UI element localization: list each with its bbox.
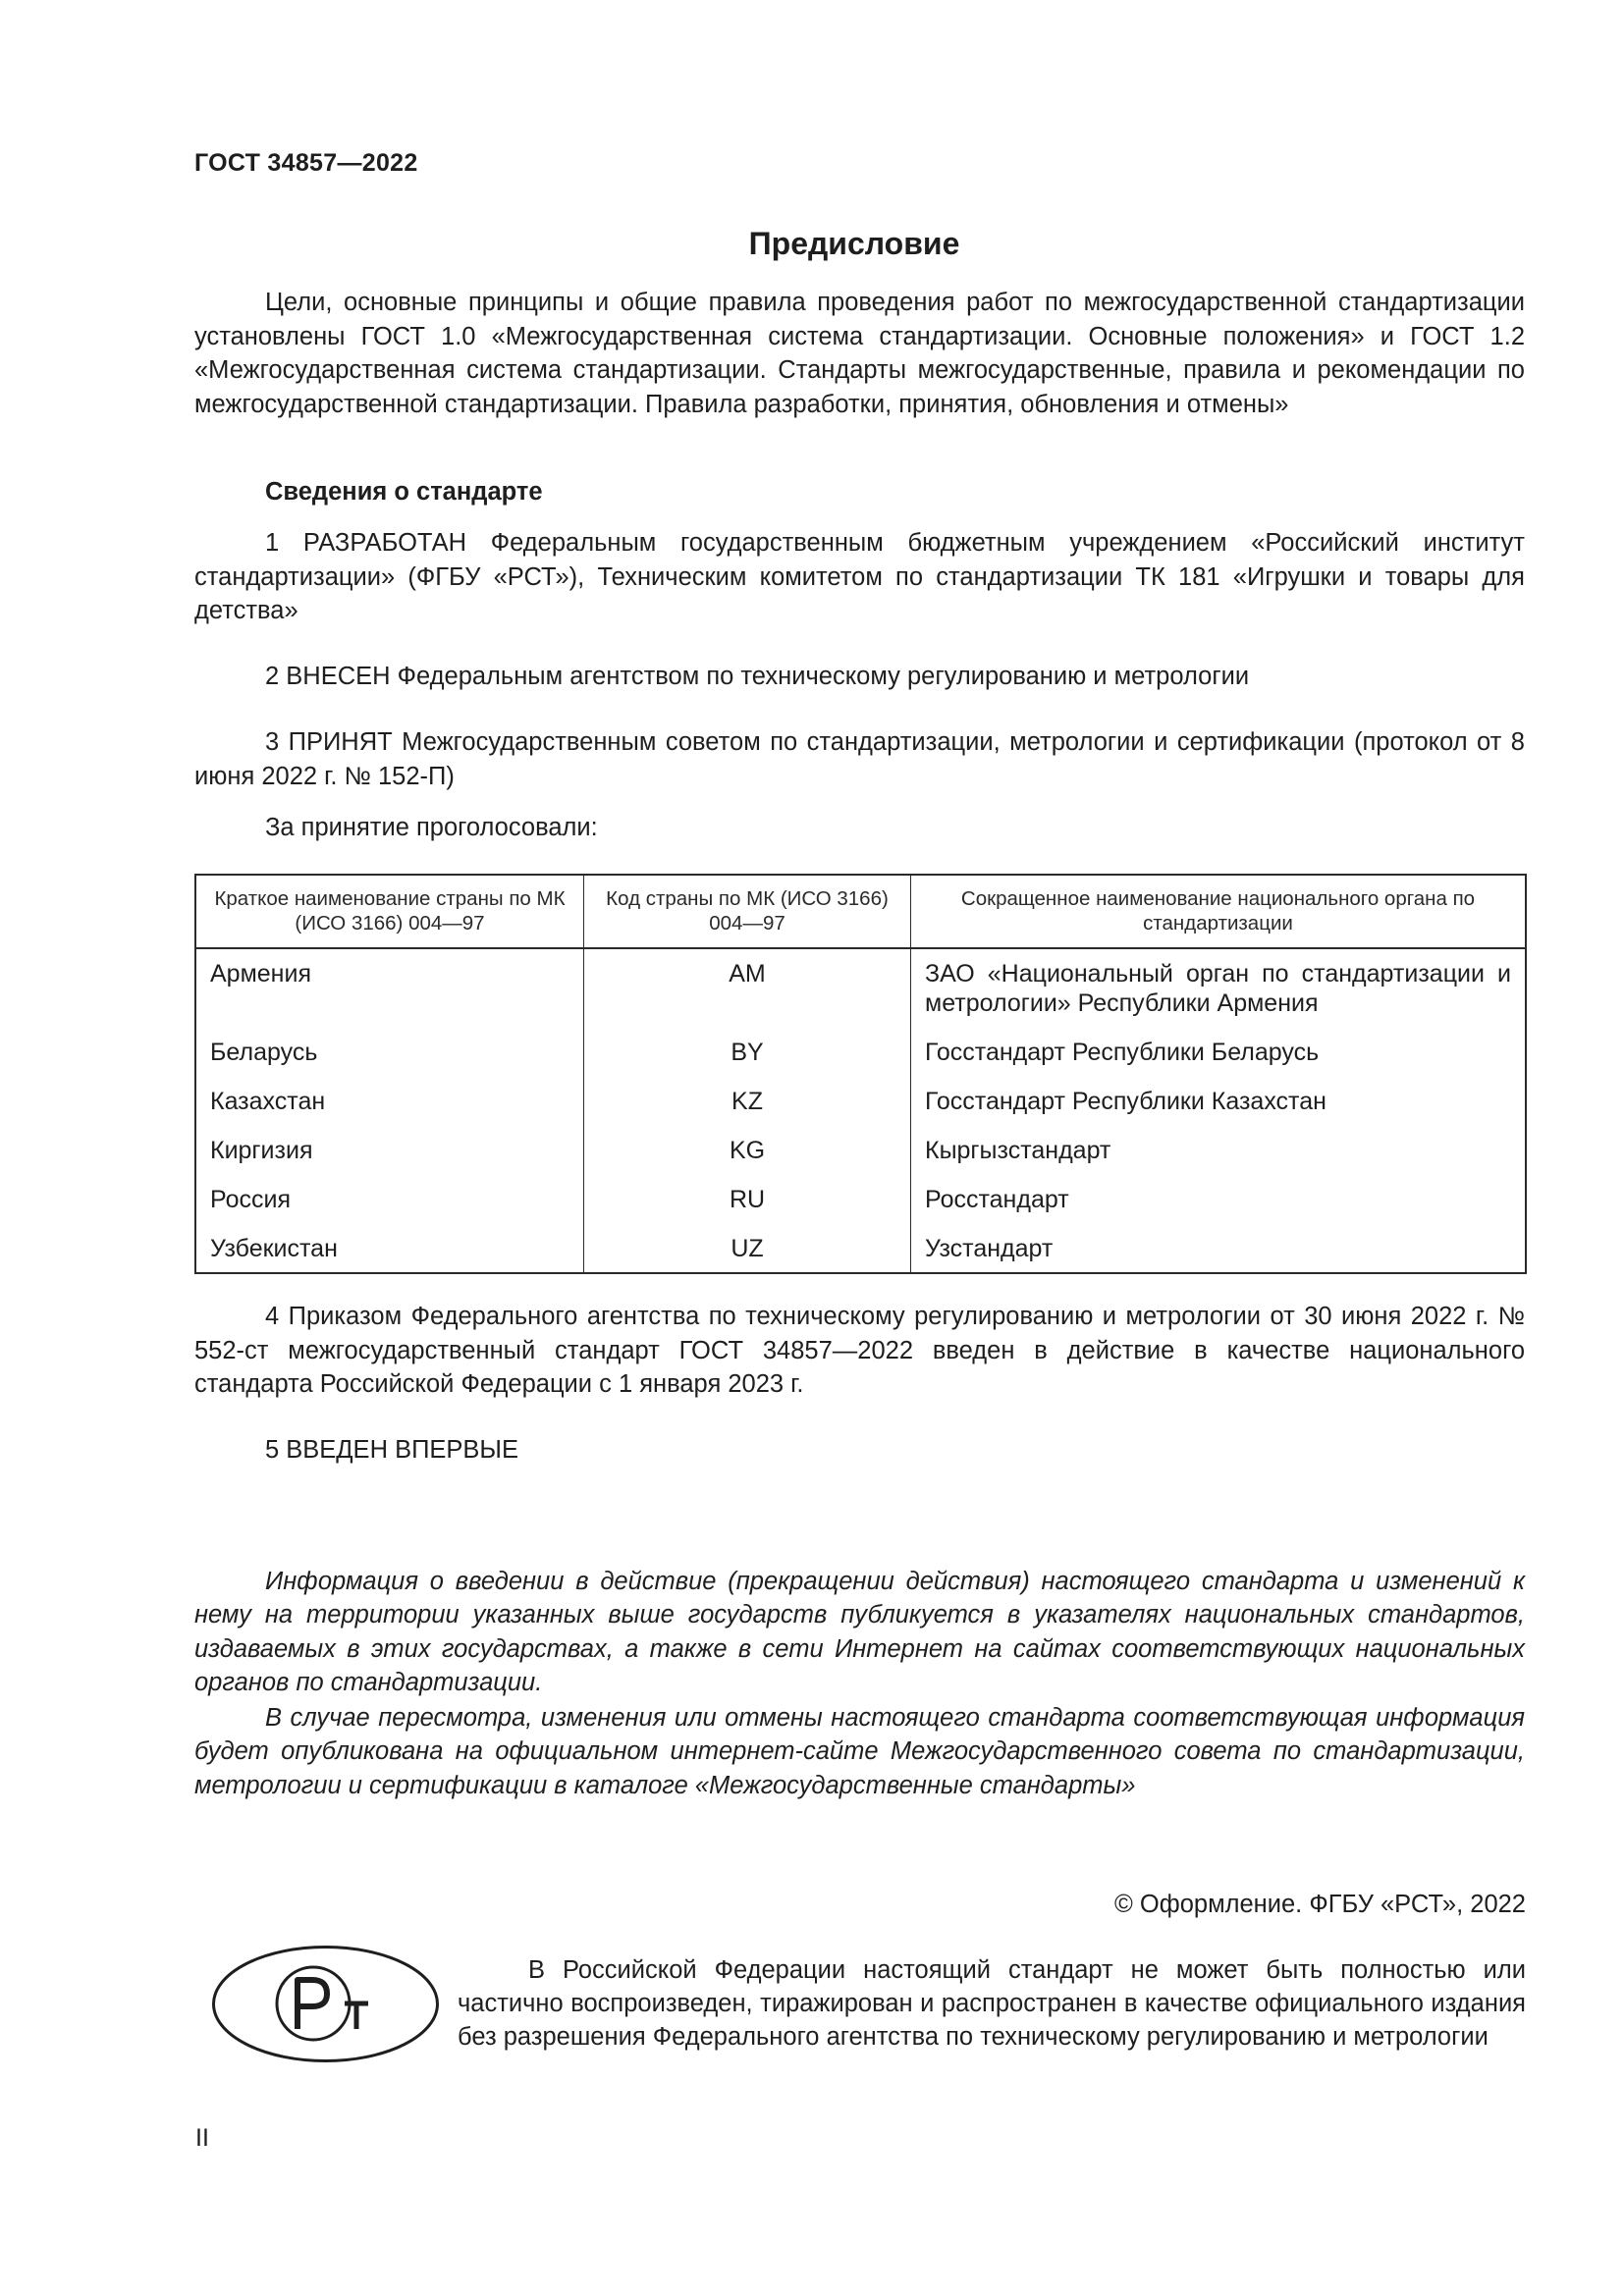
voting-countries-table xyxy=(194,874,1527,1274)
table-header-row xyxy=(195,875,1526,948)
reproduction-rights-notice: В Российской Федерации настоящий стандарт не может быть полностью или частично воспроизведен, тиражирован и распространен в качестве официального издания без разрешения Федерального агентства по техническому регулированию и метрологии xyxy=(458,1956,1526,2051)
page-title: Предисловие xyxy=(748,226,960,261)
rst-logo-icon xyxy=(211,1945,440,2063)
header-national-body: Сокращенное наименование национального органа по стандартизации xyxy=(911,875,1527,948)
cell-code: KZ xyxy=(584,1082,911,1131)
page-number: II xyxy=(195,2124,209,2152)
cell-national-body: Госстандарт Республики Беларусь xyxy=(925,1039,1320,1066)
info-heading: Сведения о стандарте xyxy=(265,478,543,506)
document-code-header: ГОСТ 34857—2022 xyxy=(194,149,418,177)
table-row xyxy=(195,1180,1526,1229)
voted-label: За принятие проголосовали: xyxy=(265,814,598,841)
intro-paragraph: Цели, основные принципы и общие правила проведения работ по межгосударственной стандартизации установлены ГОСТ 1.0 «Межгосударственная система стандартизации. Основные положения» и ГОСТ 1.2 «Межгосударственная система стандартизации. Стандарты межгосударственные, правила и рекомендации по межгосударственной стандартизации. Правила разработки, принятия, обновления и отмены» xyxy=(194,289,1525,418)
cell-code: RU xyxy=(584,1180,911,1229)
table-row xyxy=(195,1082,1526,1131)
item-2-submitted: 2 ВНЕСЕН Федеральным агентством по техническому регулированию и метрологии xyxy=(265,663,1250,690)
item-3-adopted: 3 ПРИНЯТ Межгосударственным советом по стандартизации, метрологии и сертификации (протокол от 8 июня 2022 г. № 152-П) xyxy=(194,728,1525,790)
cell-country: Беларусь xyxy=(195,1033,584,1082)
note-publication-info: Информация о введении в действие (прекращении действия) настоящего стандарта и изменений к нему на территории указанных выше государств публикуется в указателях национальных стандартов, издаваемых в этих государствах, а также в сети Интернет на сайтах соответствующих национальных органов по стандартизации. xyxy=(194,1568,1525,1696)
cell-national-body: Росстандарт xyxy=(925,1186,1069,1213)
table-row xyxy=(195,1131,1526,1180)
cell-national-body: Узстандарт xyxy=(925,1235,1054,1262)
cell-code: KG xyxy=(584,1131,911,1180)
cell-country: Киргизия xyxy=(195,1131,584,1180)
cell-country: Узбекистан xyxy=(195,1229,584,1273)
copyright-notice: © Оформление. ФГБУ «РСТ», 2022 xyxy=(1114,1891,1526,1918)
table-row xyxy=(195,1033,1526,1082)
cell-country: Россия xyxy=(195,1180,584,1229)
cell-country: Казахстан xyxy=(195,1082,584,1131)
cell-code: UZ xyxy=(584,1229,911,1273)
table-row xyxy=(195,1229,1526,1273)
cell-national-body: Кыргызстандарт xyxy=(925,1137,1111,1164)
item-4-order: 4 Приказом Федерального агентства по техническому регулированию и метрологии от 30 июня 2022 г. № 552-ст межгосударственный стандарт ГОСТ 34857—2022 введен в действие в качестве национального стандарта Российской Федерации с 1 января 2023 г. xyxy=(194,1303,1525,1398)
table-row xyxy=(195,948,1526,1033)
item-5-introduced: 5 ВВЕДЕН ВПЕРВЫЕ xyxy=(265,1436,519,1464)
item-1-developed: 1 РАЗРАБОТАН Федеральным государственным бюджетным учреждением «Российский институт стандартизации» (ФГБУ «РСТ»), Техническим комитетом по стандартизации ТК 181 «Игрушки и товары для детства» xyxy=(194,529,1525,624)
cell-national-body: ЗАО «Национальный орган по стандартизации и метрологии» Республики Армения xyxy=(925,960,1511,1017)
cell-national-body: Госстандарт Республики Казахстан xyxy=(925,1088,1326,1115)
cell-code: BY xyxy=(584,1033,911,1082)
header-country: Краткое наименование страны по МК (ИСО 3166) 004—97 xyxy=(195,875,584,948)
header-code: Код страны по МК (ИСО 3166) 004—97 xyxy=(584,875,911,948)
cell-country: Армения xyxy=(195,948,584,1033)
cell-code: AM xyxy=(584,948,911,1033)
note-revision-info: В случае пересмотра, изменения или отмены настоящего стандарта соответствующая информация будет опубликована на официальном интернет-сайте Межгосударственного совета по стандартизации, метрологии и сертификации в каталоге «Межгосударственные стандарты» xyxy=(194,1704,1525,1799)
